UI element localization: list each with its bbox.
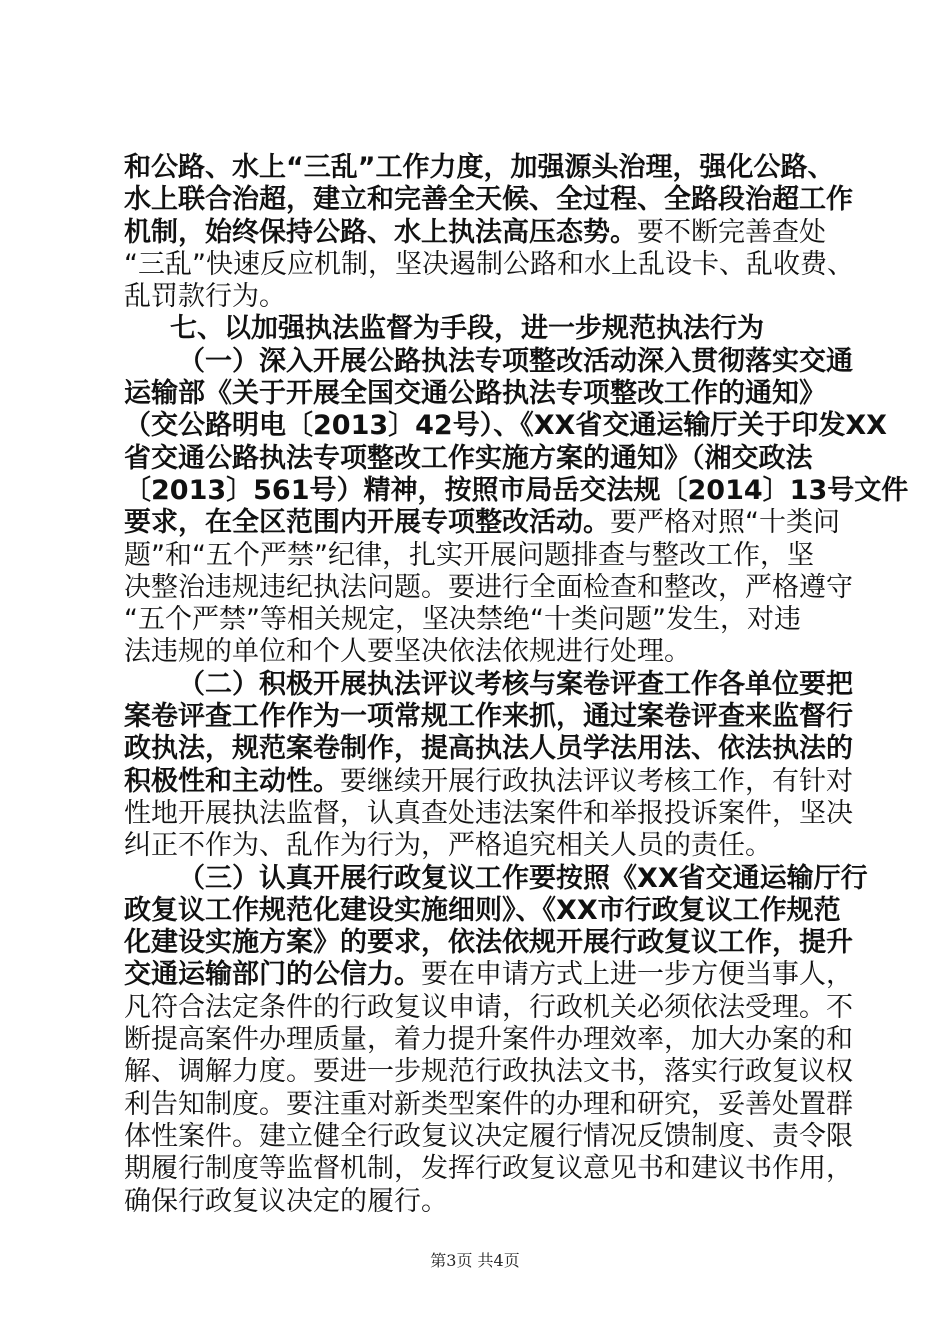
text-line: 确保行政复议决定的履行。: [124, 1185, 448, 1217]
text-line: 解、调解力度。要进一步规范行政执法文书，落实行政复议权: [124, 1056, 853, 1088]
subsection-heading: （一）深入开展公路执法专项整改活动深入贯彻落实交通: [178, 345, 853, 377]
section-heading: 七、以加强执法监督为手段，进一步规范执法行为: [170, 313, 764, 345]
text-line: 省交通公路执法专项整改工作实施方案的通知》（湘交政法: [124, 442, 813, 474]
text-line: 凡符合法定条件的行政复议申请，行政机关必须依法受理。不: [124, 991, 853, 1023]
text-line: 断提高案件办理质量，着力提升案件办理效率，加大办案的和: [124, 1024, 853, 1056]
text-line: 和公路、水上“三乱”工作力度，加强源头治理，强化公路、: [124, 152, 835, 183]
text-line: 水上联合治超，建立和完善全天候、全过程、全路段治超工作: [124, 184, 853, 216]
text-line: “三乱”快速反应机制，坚决遏制公路和水上乱设卡、乱收费、: [124, 248, 854, 280]
text-line: 利告知制度。要注重对新类型案件的办理和研究，妥善处置群: [124, 1088, 853, 1120]
text-line: “五个严禁”等相关规定，坚决禁绝“十类问题”发生，对违: [124, 604, 801, 636]
text-line: 〔2013〕561号）精神，按照市局岳交法规〔2014〕13号文件: [124, 474, 909, 506]
text-line: 法违规的单位和个人要坚决依法依规进行处理。: [124, 636, 691, 668]
subsection-heading: （二）积极开展执法评议考核与案卷评查工作各单位要把: [178, 668, 853, 700]
page-number-footer: 第3页 共4页: [430, 1251, 520, 1270]
text-line: 要求，在全区范围内开展专项整改活动。要严格对照“十类问: [124, 507, 840, 539]
text-line: 政执法，规范案卷制作，提高执法人员学法用法、依法执法的: [124, 733, 853, 765]
text-line: 积极性和主动性。要继续开展行政执法评议考核工作，有针对: [124, 765, 853, 797]
text-line: 体性案件。建立健全行政复议决定履行情况反馈制度、责令限: [124, 1120, 853, 1152]
text-line: 运输部《关于开展全国交通公路执法专项整改工作的通知》: [124, 378, 826, 410]
text-line: 交通运输部门的公信力。要在申请方式上进一步方便当事人，: [124, 959, 853, 991]
text-line: 期履行制度等监督机制，发挥行政复议意见书和建议书作用，: [124, 1153, 853, 1185]
text-line: 决整治违规违纪执法问题。要进行全面检查和整改，严格遵守: [124, 571, 853, 603]
text-line: 机制，始终保持公路、水上执法高压态势。要不断完善查处: [124, 216, 826, 248]
text-line: 化建设实施方案》的要求，依法依规开展行政复议工作，提升: [124, 927, 853, 959]
document-body: [124, 152, 909, 1218]
text-line: 政复议工作规范化建设实施细则》、《XX市行政复议工作规范: [124, 894, 841, 926]
text-line: 题”和“五个严禁”纪律，扎实开展问题排查与整改工作，坚: [124, 539, 814, 571]
text-line: 性地开展执法监督，认真查处违法案件和举报投诉案件，坚决: [124, 797, 853, 829]
text-line: 纠正不作为、乱作为行为，严格追究相关人员的责任。: [124, 830, 772, 862]
text-line: （交公路明电〔2013〕42号）、《XX省交通运输厅关于印发XX: [124, 410, 887, 442]
text-line: 案卷评查工作作为一项常规工作来抓，通过案卷评查来监督行: [124, 701, 853, 733]
text-line: 乱罚款行为。: [124, 281, 286, 313]
subsection-heading: （三）认真开展行政复议工作要按照《XX省交通运输厅行: [178, 862, 868, 894]
